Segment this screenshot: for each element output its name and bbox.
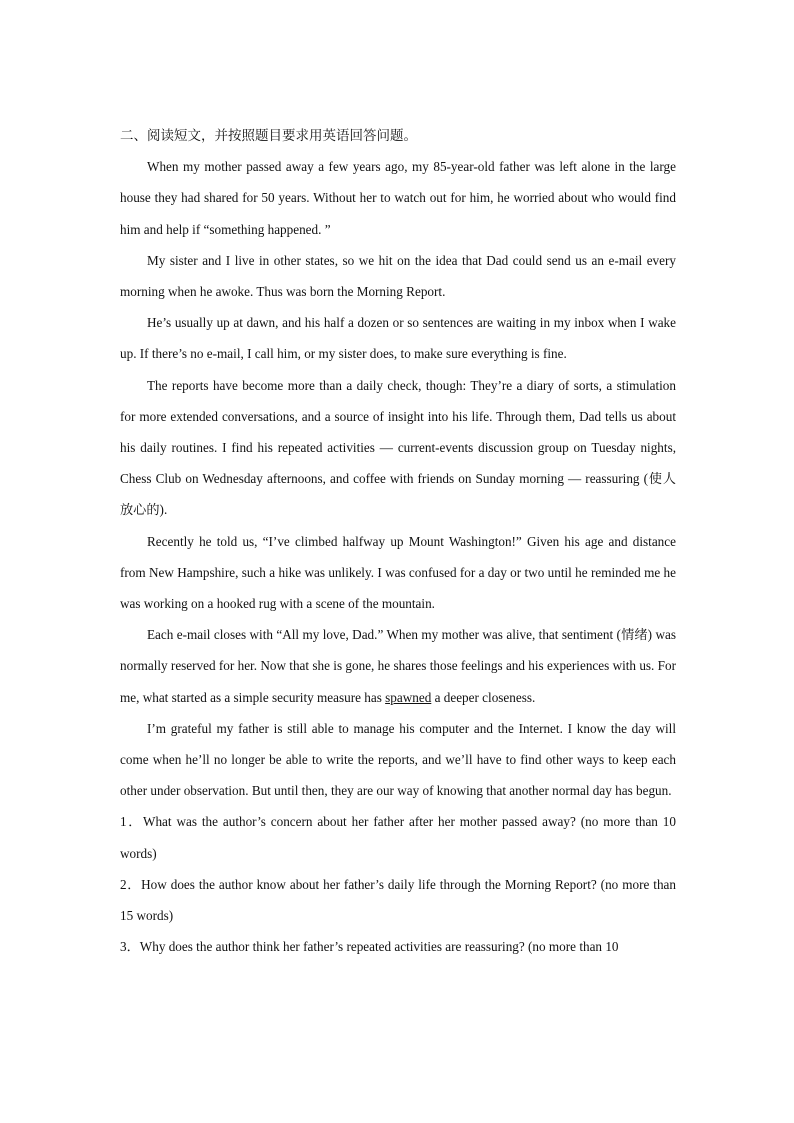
paragraph-2: My sister and I live in other states, so we hit on the idea that Dad could send us an e-mail every morning when he awoke. Thus was born the Morning Report. — [120, 252, 676, 300]
paragraph-6 — [120, 619, 676, 713]
paragraph-3: He’s usually up at dawn, and his half a dozen or so sentences are waiting in my inbox when I wake up. If there’s no e-mail, I call him, or my sister does, to make sure everything is fine. — [120, 315, 676, 362]
underlined-word: spawned — [385, 689, 432, 705]
question-3: 3．Why does the author think her father’s repeated activities are reassuring? (no more than 10 — [120, 939, 619, 955]
question-1: 1．What was the author’s concern about her father after her mother passed away? (no more than 10 words) — [120, 814, 676, 861]
section-heading: 二、阅读短文，并按照题目要求用英语回答问题。 — [120, 128, 417, 143]
paragraph-6-text-b: a deeper closeness. — [431, 689, 536, 705]
question-2: 2．How does the author know about her father’s daily life through the Morning Report? (no more than 15 words) — [120, 876, 676, 924]
paragraph-7: I’m grateful my father is still able to manage his computer and the Internet. I know the day will come when he’ll no longer be able to write the reports, and we’ll have to find other ways to keep each other under observation. But until then, they are our way of knowing that another normal day has begun. — [120, 720, 676, 799]
paragraph-1: When my mother passed away a few years ago, my 85-year-old father was left alone in the large house they had shared for 50 years. Without her to watch out for him, he worried about who would find him and help if “something happened. ” — [120, 159, 676, 237]
paragraph-4: The reports have become more than a daily check, though: They’re a diary of sorts, a stimulation for more extended conversations, and a source of insight into his life. Through them, Dad tells us about his daily routines. I find his repeated activities — current-events discussion group on Tuesday nights, Chess Club on Wednesday afternoons, and coffee with friends on Sunday morning — reassuring (使人放心的). — [120, 377, 676, 518]
reading-passage — [120, 120, 676, 962]
paragraph-6-text-a: Each e-mail closes with “All my love, Dad.” When my mother was alive, that sentiment (情绪) was normally reserved for her. Now that she is gone, he shares those feelings and his experiences with us. For me, what started as a simple security measure has — [120, 627, 676, 705]
paragraph-5: Recently he told us, “I’ve climbed halfway up Mount Washington!” Given his age and distance from New Hampshire, such a hike was unlikely. I was confused for a day or two until he reminded me he was working on a hooked rug with a scene of the mountain. — [120, 533, 676, 612]
